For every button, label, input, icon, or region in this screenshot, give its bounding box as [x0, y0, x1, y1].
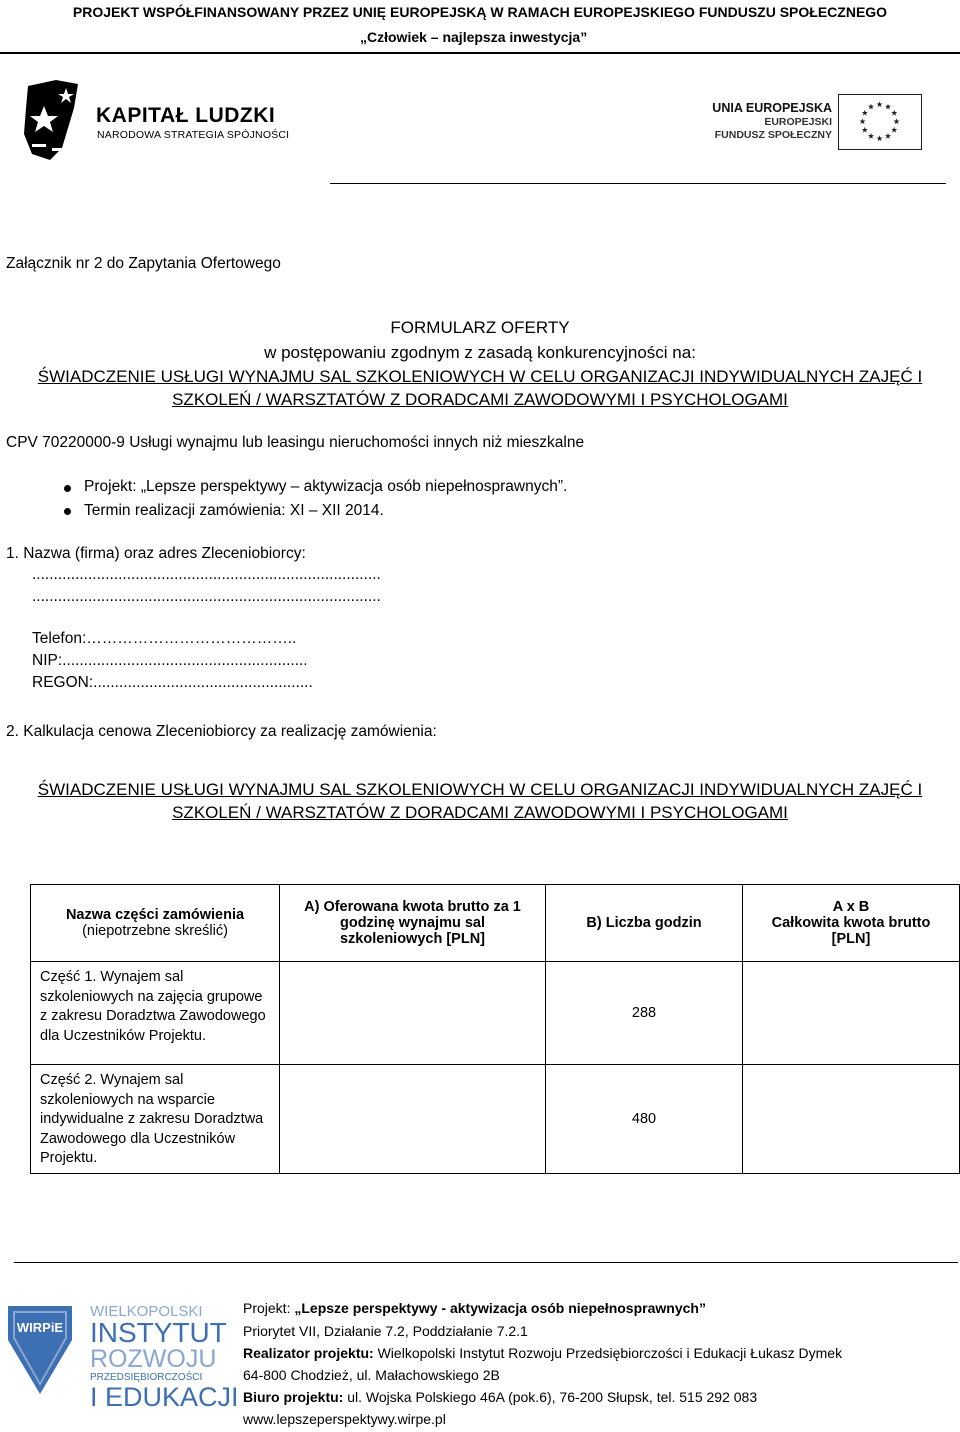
- eu-star: [891, 110, 897, 116]
- footer-divider: [14, 1262, 958, 1263]
- part-2-hours: 480: [546, 1065, 743, 1174]
- footer-office-label: Biuro projektu:: [243, 1389, 348, 1405]
- footer-project-label: Projekt:: [243, 1300, 295, 1316]
- eu-label-union: UNIA EUROPEJSKA: [712, 101, 832, 115]
- header-hourly-price: A) Oferowana kwota brutto za 1 godzinę wynajmu sal szkoleniowych [PLN]: [280, 885, 546, 962]
- footer-realizer-name: Wielkopolski Instytut Rozwoju Przedsiębiorczości i Edukacji Łukasz Dymek: [377, 1345, 843, 1361]
- eu-star: [859, 118, 865, 124]
- header-part-name-note: (niepotrzebne skreślić): [82, 923, 228, 939]
- eu-label-fund: FUNDUSZ SPOŁECZNY: [714, 129, 832, 141]
- wirpie-logo: [6, 1300, 239, 1412]
- eu-logo: [714, 93, 924, 153]
- part-1-price-cell[interactable]: [280, 962, 546, 1065]
- header-divider: [330, 183, 946, 184]
- eu-star: [893, 118, 899, 124]
- footer-website[interactable]: www.lepszeperspektywy.wirpe.pl: [243, 1411, 446, 1427]
- section-2-heading: 2. Kalkulacja cenowa Zleceniobiorcy za realizację zamówienia:: [6, 723, 437, 740]
- header-hours: B) Liczba godzin: [546, 885, 743, 962]
- footer-realizer-label: Realizator projektu:: [243, 1345, 378, 1361]
- eu-star: [862, 110, 868, 116]
- logo-line-2: INSTYTUT: [90, 1317, 227, 1348]
- header-total-label: Całkowita kwota brutto [PLN]: [771, 915, 931, 947]
- nip-field[interactable]: NIP:.........................................................: [32, 652, 308, 669]
- part-2-total-cell[interactable]: [743, 1065, 960, 1174]
- eu-star: [891, 127, 897, 133]
- table-header-row: [31, 885, 960, 962]
- logo-badge-text: WIRPiE: [16, 1320, 64, 1335]
- eu-star: [862, 127, 868, 133]
- phone-field[interactable]: Telefon:…………………………………..: [32, 630, 297, 647]
- annex-label: Załącznik nr 2 do Zapytania Ofertowego: [6, 255, 281, 272]
- footer-priority: Priorytet VII, Działanie 7.2, Poddziałanie 7.2.1: [243, 1323, 528, 1339]
- header-part-name-label: Nazwa części zamówienia: [65, 907, 245, 923]
- eu-label-european: EUROPEJSKI: [764, 116, 832, 128]
- table-row: [31, 962, 960, 1065]
- top-divider: [0, 52, 960, 54]
- part-1-name: Część 1. Wynajem sal szkoleniowych na zajęcia grupowe z zakresu Doradztwa Zawodowego dla Uczestników Projektu.: [31, 962, 280, 1065]
- subject-repeat-line-1: ŚWIADCZENIE USŁUGI WYNAJMU SAL SZKOLENIOWYCH W CELU ORGANIZACJI INDYWIDUALNYCH ZAJĘĆ I: [37, 780, 923, 799]
- table-row: [31, 1065, 960, 1174]
- kapital-ludzki-emblem-icon: [22, 78, 98, 164]
- kapital-ludzki-title: KAPITAŁ LUDZKI: [96, 104, 276, 127]
- procedure-line: w postępowaniu zgodnym z zasadą konkurencyjności na:: [264, 343, 696, 362]
- footer-address: 64-800 Chodzież, ul. Małachowskiego 2B: [243, 1367, 500, 1383]
- header-total: [743, 885, 960, 962]
- footer-project: [243, 1300, 706, 1316]
- section-1-heading: 1. Nazwa (firma) oraz adres Zleceniobiorcy:: [6, 545, 306, 562]
- kapital-ludzki-subtitle: NARODOWA STRATEGIA SPÓJNOŚCI: [97, 129, 290, 141]
- eu-star: [868, 104, 874, 110]
- part-2-price-cell[interactable]: [280, 1065, 546, 1174]
- logo-line-3: ROZWOJU: [90, 1345, 217, 1373]
- regon-field[interactable]: REGON:...................................................: [32, 674, 313, 691]
- logo-line-5: I EDUKACJI: [90, 1382, 239, 1412]
- contractor-address-field[interactable]: .................................................................................: [32, 588, 381, 605]
- footer-office-address: ul. Wojska Polskiego 46A (pok.6), 76-200 Słupsk, tel. 515 292 083: [347, 1389, 758, 1405]
- form-title: FORMULARZ OFERTY: [390, 318, 570, 337]
- subject-line-1: ŚWIADCZENIE USŁUGI WYNAJMU SAL SZKOLENIOWYCH W CELU ORGANIZACJI INDYWIDUALNYCH ZAJĘĆ I: [37, 367, 923, 386]
- footer-office: [243, 1389, 757, 1405]
- part-1-hours: 288: [546, 962, 743, 1065]
- footer-project-name: „Lepsze perspektywy - aktywizacja osób niepełnosprawnych”: [294, 1300, 706, 1316]
- subject-repeat-line-2: SZKOLEŃ / WARSZTATÓW Z DORADCAMI ZAWODOWYMI I PSYCHOLOGAMI: [172, 803, 788, 822]
- cofinancing-banner: PROJEKT WSPÓŁFINANSOWANY PRZEZ UNIĘ EUROPEJSKĄ W RAMACH EUROPEJSKIEGO FUNDUSZU SPOŁECZNEGO: [72, 4, 888, 20]
- wirpie-logo-icon: [6, 1300, 239, 1412]
- eu-star: [876, 135, 882, 141]
- eu-star: [885, 133, 891, 139]
- logo-line-4: PRZEDSIĘBIORCZOŚCI: [90, 1372, 203, 1383]
- part-2-name: Część 2. Wynajem sal szkoleniowych na wsparcie indywidualne z zakresu Doradztwa Zawodowego dla Uczestników Projektu.: [31, 1065, 280, 1174]
- header-part-name: [31, 885, 280, 962]
- header-total-formula: A x B: [832, 899, 870, 915]
- cpv-code: CPV 70220000-9 Usługi wynajmu lub leasingu nieruchomości innych niż mieszkalne: [6, 434, 585, 451]
- footer-realizer: [243, 1345, 842, 1361]
- subject-line-2: SZKOLEŃ / WARSZTATÓW Z DORADCAMI ZAWODOWYMI I PSYCHOLOGAMI: [172, 390, 788, 409]
- logo-line-1: WIELKOPOLSKI: [90, 1303, 203, 1320]
- eu-star: [885, 104, 891, 110]
- price-table: [30, 884, 960, 1174]
- deadline-bullet: Termin realizacji zamówienia: XI – XII 2014.: [84, 502, 384, 519]
- project-bullet: Projekt: „Lepsze perspektywy – aktywizacja osób niepełnosprawnych”.: [84, 478, 568, 495]
- contractor-name-field[interactable]: .................................................................................: [32, 566, 381, 583]
- eu-star: [868, 133, 874, 139]
- bullet-icon: [64, 485, 71, 492]
- part-1-total-cell[interactable]: [743, 962, 960, 1065]
- eu-star: [876, 101, 882, 107]
- bullet-icon: [64, 508, 71, 515]
- motto: „Człowiek – najlepsza inwestycja”: [360, 29, 588, 45]
- eu-flag-icon: [838, 94, 922, 150]
